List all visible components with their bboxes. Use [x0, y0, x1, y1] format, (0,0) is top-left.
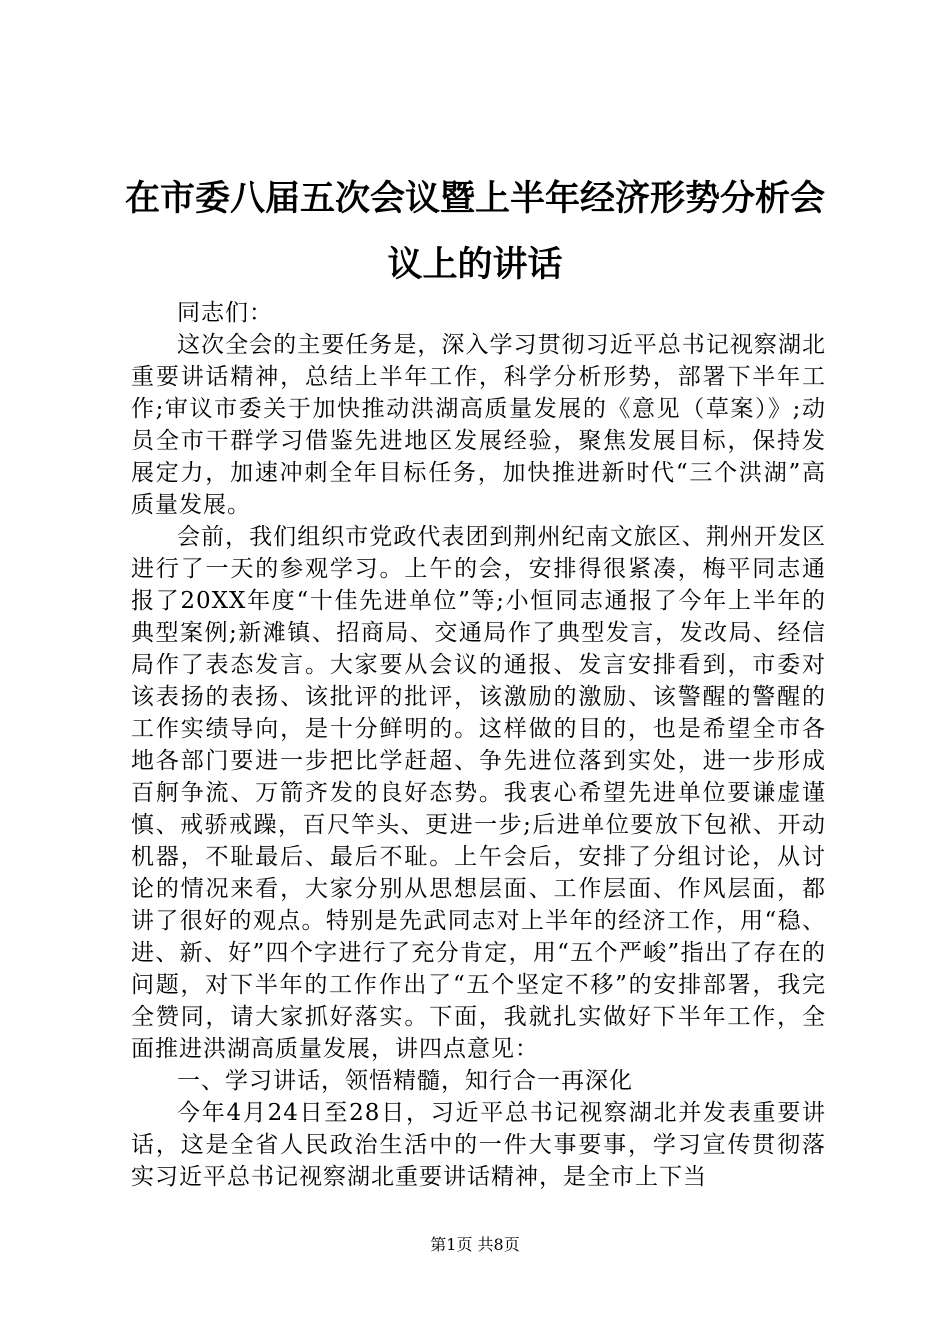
paragraph-section-1: 今年4月24日至28日，习近平总书记视察湖北并发表重要讲话，这是全省人民政治生活中的一件大事要事，学习宣传贯彻落实习近平总书记视察湖北重要讲话精神，是全市上下当	[131, 1100, 826, 1190]
paragraph-meeting: 会前，我们组织市党政代表团到荆州纪南文旅区、荆州开发区进行了一天的参观学习。上午的会，安排得很紧凑，梅平同志通报了20XX年度“十佳先进单位”等;小恒同志通报了今年上半年的典型案例;新滩镇、招商局、交通局作了典型发言，发改局、经信局作了表态发言。大家要从会议的通报、发言安排看到，市委对该表扬的表扬、该批评的批评，该激励的激励、该警醒的警醒的工作实绩导向，是十分鲜明的。这样做的目的，也是希望全市各地各部门要进一步把比学赶超、争先进位落到实处，进一步形成百舸争流、万箭齐发的良好态势。我衷心希望先进单位要谦虚谨慎、戒骄戒躁，百尺竿头、更进一步;后进单位要放下包袱、开动机器，不耻最后、最后不耻。上午会后，安排了分组讨论，从讨论的情况来看，大家分别从思想层面、工作层面、作风层面，都讲了很好的观点。特别是先武同志对上半年的经济工作，用“稳、进、新、好”四个字进行了充分肯定，用“五个严峻”指出了存在的问题，对下半年的工作作出了“五个坚定不移”的安排部署，我完全赞同，请大家抓好落实。下面，我就扎实做好下半年工作，全面推进洪湖高质量发展，讲四点意见：	[131, 524, 826, 1062]
paragraph-task: 这次全会的主要任务是，深入学习贯彻习近平总书记视察湖北重要讲话精神，总结上半年工作，科学分析形势，部署下半年工作;审议市委关于加快推动洪湖高质量发展的《意见（草案）》;动员全市干群学习借鉴先进地区发展经验，聚焦发展目标，保持发展定力，加速冲刺全年目标任务，加快推进新时代“三个洪湖”高质量发展。	[131, 332, 826, 518]
section-heading-1: 一、学习讲话，领悟精髓，知行合一再深化	[177, 1068, 633, 1094]
page-footer: 第1页 共8页	[430, 1235, 520, 1254]
salutation: 同志们：	[177, 300, 273, 326]
document-title: 在市委八届五次会议暨上半年经济形势分析会议上的讲话	[124, 178, 825, 285]
document-body	[131, 297, 826, 1193]
